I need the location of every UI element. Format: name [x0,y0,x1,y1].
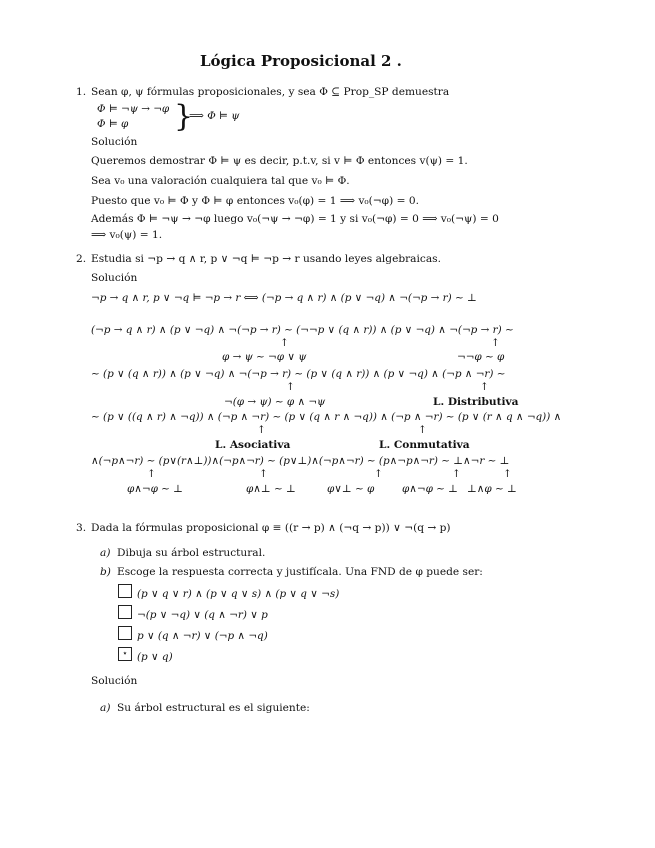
p1-line-1: Queremos demostrar Φ ⊨ ψ es decir, p.t.v, si v ⊨ Φ entonces v(ψ) = 1. [91,155,468,167]
note-bottom-and: ⊥∧φ ∼ ⊥ [467,483,517,495]
solution-label-1: Solución [91,136,138,148]
up-arrow: ↑ [374,468,383,480]
p1-line-5: ⟹ v₀(ψ) = 1. [91,229,163,241]
law-distributive-label: L. Distributiva [433,396,519,408]
part-b-label: b) [100,566,111,578]
option-checkbox[interactable] [118,605,132,619]
up-arrow: ↑ [147,468,156,480]
premise-1: Φ ⊨ ¬ψ → ¬φ [97,103,170,115]
option-text: (p ∨ q) [137,651,173,663]
part-b-text: Escoge la respuesta correcta y justifícala. Una FND de φ puede ser: [117,566,483,578]
option-checkbox[interactable] [118,626,132,640]
up-arrow: ↑ [286,381,295,393]
problem-2-statement: Estudia si ¬p → q ∧ r, p ∨ ¬q ⊨ ¬p → r usando leyes algebraicas. [91,253,441,265]
up-arrow: ↑ [452,468,461,480]
problem-1-number: 1. [76,86,87,98]
up-arrow: ↑ [503,468,512,480]
premise-2: Φ ⊨ φ [97,118,129,130]
up-arrow: ↑ [418,424,427,436]
note-negated-implication: ¬(φ → ψ) ∼ φ ∧ ¬ψ [224,396,326,408]
part-a-text: Dibuja su árbol estructural. [117,547,266,559]
part-a-label: a) [100,547,111,559]
up-arrow: ↑ [259,468,268,480]
option-text: ¬(p ∨ ¬q) ∨ (q ∧ ¬r) ∨ p [137,609,268,621]
p1-line-4: Además Φ ⊨ ¬ψ → ¬φ luego v₀(¬ψ → ¬φ) = 1 y si v₀(¬φ) = 0 ⟹ v₀(¬ψ) = 0 [91,213,499,225]
law-commutative-label: L. Conmutativa [379,439,470,451]
option-text: (p ∨ q ∨ r) ∧ (p ∨ q ∨ s) ∧ (p ∨ q ∨ ¬s) [137,588,340,600]
law-associative-label: L. Asociativa [215,439,291,451]
problem-3-statement: Dada la fórmulas proposicional φ ≡ ((r → p) ∧ (¬q → p)) ∨ ¬(q → p) [91,522,451,534]
option-checkbox-selected[interactable]: ⋆ [118,647,132,661]
equivalence-2: (¬p → q ∧ r) ∧ (p ∨ ¬q) ∧ ¬(¬p → r) ∼ (¬¬p ∨ (q ∧ r)) ∧ (p ∨ ¬q) ∧ ¬(¬p → r) ∼ [91,324,514,336]
solution-label-3: Solución [91,675,138,687]
equivalence-3: ∼ (p ∨ (q ∧ r)) ∧ (p ∨ ¬q) ∧ ¬(¬p → r) ∼ (p ∨ (q ∧ r)) ∧ (p ∨ ¬q) ∧ (¬p ∧ ¬r) ∼ [91,368,506,380]
p1-line-2: Sea v₀ una valoración cualquiera tal que v₀ ⊨ Φ. [91,175,350,187]
solution-label-2: Solución [91,272,138,284]
conclusion: ⟹ Φ ⊨ ψ [189,110,240,122]
problem-3-number: 3. [76,522,87,534]
problem-2-number: 2. [76,253,87,265]
note-double-negation: ¬¬φ ∼ φ [457,351,505,363]
up-arrow: ↑ [257,424,266,436]
equivalence-5: ∧(¬p∧¬r) ∼ (p∨(r∧⊥))∧(¬p∧¬r) ∼ (p∨⊥)∧(¬p∧¬r) ∼ (p∧¬p∧¬r) ∼ ⊥∧¬r ∼ ⊥ [91,455,510,467]
solution-part-a-label: a) [100,702,111,714]
page-title: Lógica Proposicional 2 . [200,52,402,70]
right-brace: } [174,99,194,134]
problem-1-statement: Sean φ, ψ fórmulas proposicionales, y sea Φ ⊆ Prop_SP demuestra [91,86,450,98]
note-or-bottom: φ∨⊥ ∼ φ [327,483,375,495]
equivalence-4: ∼ (p ∨ ((q ∧ r) ∧ ¬q)) ∧ (¬p ∧ ¬r) ∼ (p ∨ (q ∧ r ∧ ¬q)) ∧ (¬p ∧ ¬r) ∼ (p ∨ (r ∧ q ∧ ¬q)) ∧ [91,411,562,423]
note-contradiction-2: φ∧¬φ ∼ ⊥ [402,483,458,495]
note-and-bottom: φ∧⊥ ∼ ⊥ [246,483,296,495]
note-contradiction: φ∧¬φ ∼ ⊥ [127,483,183,495]
p1-line-3: Puesto que v₀ ⊨ Φ y Φ ⊨ φ entonces v₀(φ) = 1 ⟹ v₀(¬φ) = 0. [91,195,419,207]
note-implication: φ → ψ ∼ ¬φ ∨ ψ [222,351,307,363]
up-arrow: ↑ [480,381,489,393]
up-arrow: ↑ [491,337,500,349]
equivalence-1: ¬p → q ∧ r, p ∨ ¬q ⊨ ¬p → r ⟺ (¬p → q ∧ r) ∧ (p ∨ ¬q) ∧ ¬(¬p → r) ∼ ⊥ [91,292,477,304]
up-arrow: ↑ [280,337,289,349]
solution-part-a-text: Su árbol estructural es el siguiente: [117,702,310,714]
option-checkbox[interactable] [118,584,132,598]
option-text: p ∨ (q ∧ ¬r) ∨ (¬p ∧ ¬q) [137,630,268,642]
